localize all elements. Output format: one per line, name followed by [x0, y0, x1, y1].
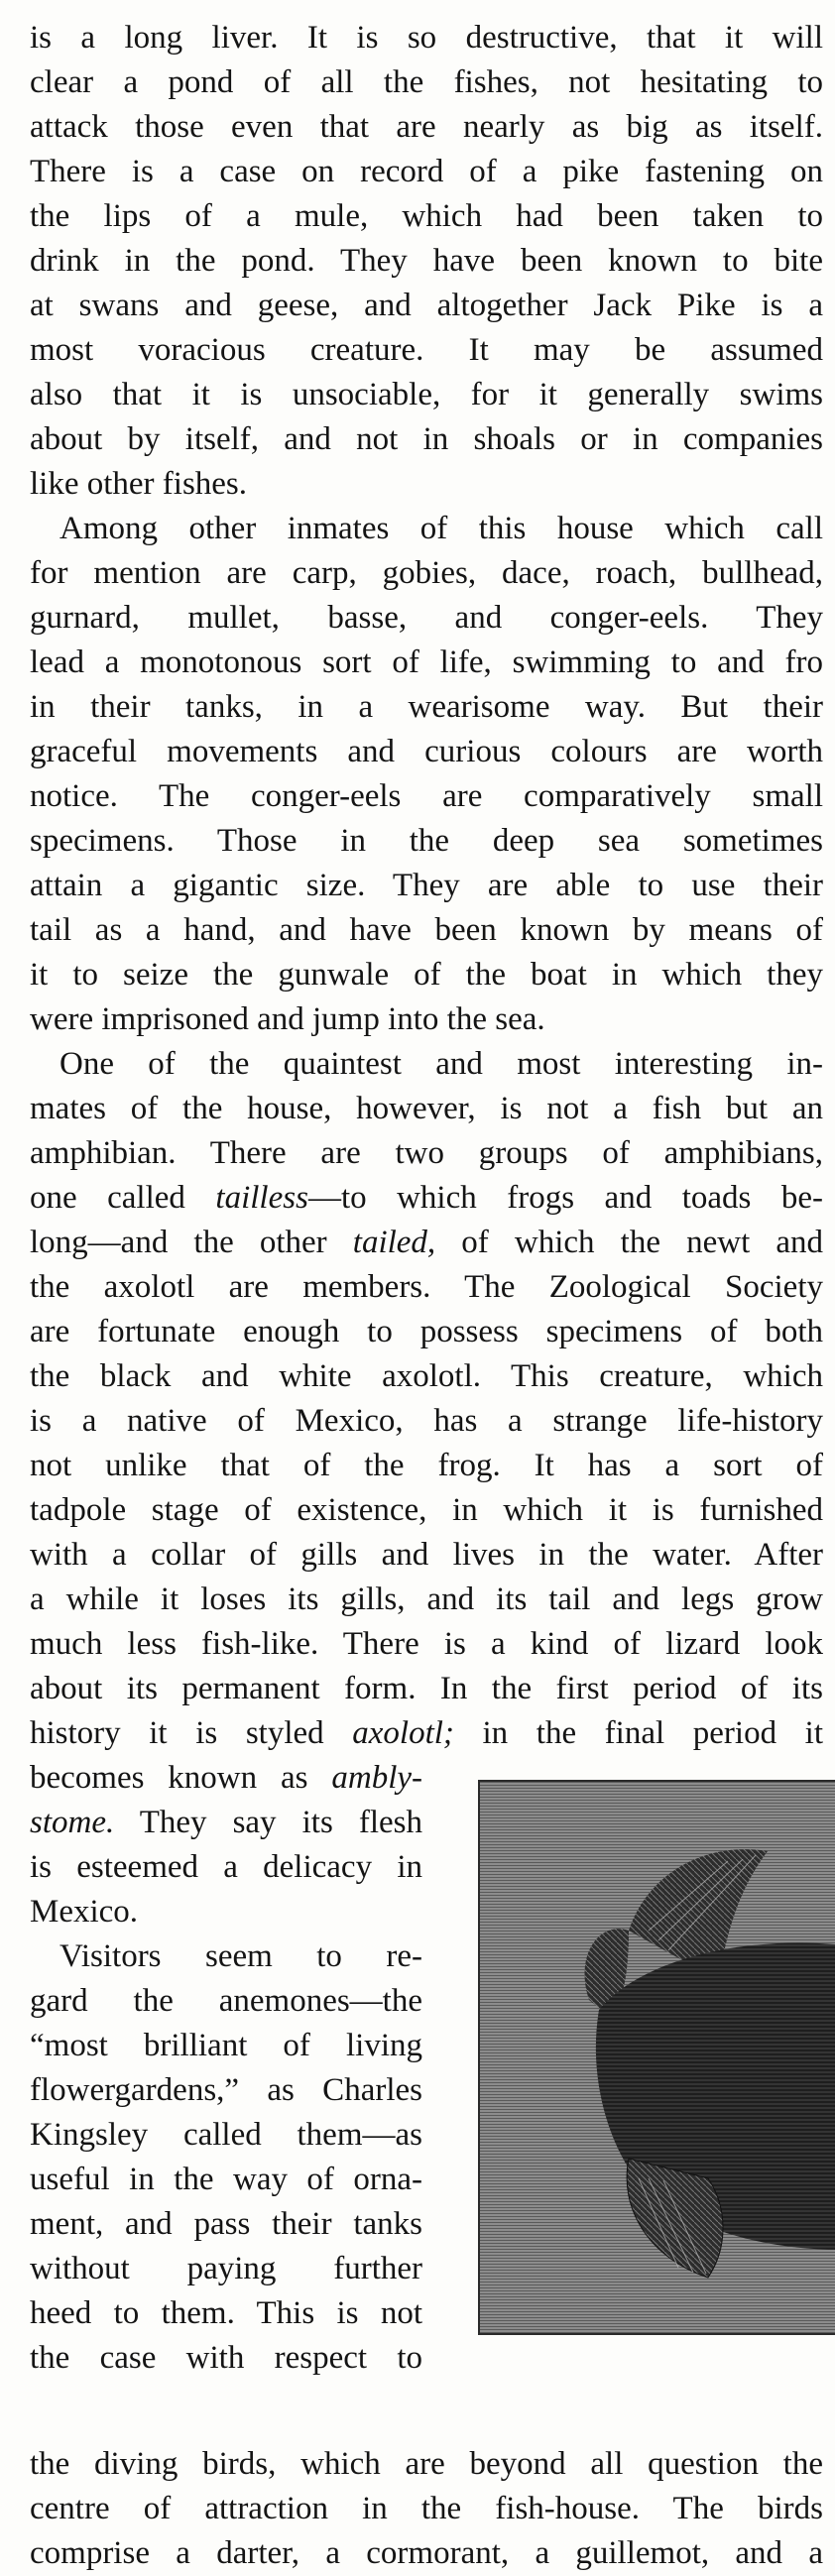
text-line: mates of the house, however, is not a fish but an	[30, 1091, 823, 1126]
text-line	[30, 1756, 422, 1801]
text-line: a while it loses its gills, and its tail and legs grow	[30, 1581, 823, 1617]
text-line: much less fish-like. There is a kind of lizard look	[30, 1626, 823, 1662]
text-line: notice. The conger-eels are comparatively small	[30, 778, 823, 814]
text-line	[30, 1711, 823, 1756]
text-line: most voracious creature. It may be assumed	[30, 332, 823, 368]
text-line	[30, 1221, 823, 1265]
book-page	[30, 16, 823, 2576]
italic-term: tailless	[215, 1180, 308, 1216]
text-line: the axolotl are members. The Zoological Society	[30, 1269, 823, 1305]
text-line: in their tanks, in a wearisome way. But their	[30, 689, 823, 725]
text-run: —to which frogs and toads be-	[307, 1180, 823, 1216]
text-line: tail as a hand, and have been known by means of	[30, 912, 823, 948]
text-line: the case with respect to	[30, 2340, 422, 2376]
fish-engraving-icon	[480, 1782, 835, 2333]
text-run: becomes known as	[30, 1760, 332, 1796]
text-line: useful in the way of orna-	[30, 2162, 422, 2197]
text-line: attack those even that are nearly as big as itself.	[30, 109, 823, 145]
text-line: the diving birds, which are beyond all question the	[30, 2446, 823, 2482]
text-line: not unlike that of the frog. It has a sort of	[30, 1448, 823, 1483]
text-line: attain a gigantic size. They are able to use their	[30, 868, 823, 903]
text-line: Kingsley called them—as	[30, 2117, 422, 2153]
text-line: Mexico.	[30, 1894, 139, 1930]
text-line: Visitors seem to re-	[60, 1938, 422, 1974]
italic-term: tailed,	[352, 1225, 436, 1260]
text-line	[30, 1176, 823, 1221]
text-line: centre of attraction in the fish-house. The birds	[30, 2491, 823, 2526]
text-run: one called	[30, 1180, 216, 1216]
fish-illustration	[478, 1780, 835, 2335]
text-line: flowergardens,” as Charles	[30, 2072, 422, 2108]
paragraph-pike	[30, 16, 823, 507]
text-line: is a long liver. It is so destructive, that it will	[30, 20, 823, 56]
paragraph-diving-birds	[30, 2442, 823, 2576]
text-line: without paying further	[30, 2251, 422, 2286]
text-line: amphibian. There are two groups of amphibians,	[30, 1135, 823, 1171]
text-run: They say its flesh	[114, 1805, 422, 1840]
narrow-column	[30, 1756, 422, 2381]
text-line: One of the quaintest and most interesting in-	[60, 1046, 823, 1082]
text-line: drink in the pond. They have been known to bite	[30, 243, 823, 279]
text-line: were imprisoned and jump into the sea.	[30, 1001, 545, 1037]
text-line: about by itself, and not in shoals or in companies	[30, 421, 823, 457]
text-line: like other fishes.	[30, 466, 248, 502]
text-line: about its permanent form. In the first period of its	[30, 1671, 823, 1706]
text-line: Among other inmates of this house which call	[60, 511, 823, 546]
paragraph-inmates	[30, 507, 823, 1042]
text-line: There is a case on record of a pike fastening on	[30, 154, 823, 189]
italic-term: ambly-	[331, 1760, 422, 1796]
text-line: tadpole stage of existence, in which it is furnished	[30, 1492, 823, 1528]
text-line: is esteemed a delicacy in	[30, 1849, 422, 1885]
text-line: ment, and pass their tanks	[30, 2206, 422, 2242]
italic-term: axolotl;	[352, 1715, 454, 1751]
text-line: the black and white axolotl. This creature, which	[30, 1358, 823, 1394]
text-line: graceful movements and curious colours are worth	[30, 734, 823, 769]
text-line: “most brilliant of living	[30, 2028, 422, 2063]
text-line: it to seize the gunwale of the boat in which they	[30, 957, 823, 993]
text-line: lead a monotonous sort of life, swimming to and fro	[30, 644, 823, 680]
text-run: long—and the other	[30, 1225, 353, 1260]
text-run: in the final period it	[453, 1715, 823, 1751]
text-line: also that it is unsociable, for it generally swims	[30, 377, 823, 412]
text-line: are fortunate enough to possess specimens of both	[30, 1314, 823, 1349]
text-line: heed to them. This is not	[30, 2295, 422, 2331]
text-line: comprise a darter, a cormorant, a guillemot, and a	[30, 2535, 823, 2571]
text-line: clear a pond of all the fishes, not hesitating to	[30, 64, 823, 100]
text-line: specimens. Those in the deep sea sometimes	[30, 823, 823, 859]
text-line: is a native of Mexico, has a strange life-history	[30, 1403, 823, 1439]
text-line	[30, 1801, 422, 1845]
paragraph-axolotl	[30, 1042, 823, 1756]
text-line: gurnard, mullet, basse, and conger-eels. They	[30, 600, 823, 636]
text-run: of which the newt and	[435, 1225, 823, 1260]
text-run: history it is styled	[30, 1715, 353, 1751]
text-line: for mention are carp, gobies, dace, roach, bullhead,	[30, 555, 823, 591]
text-line: the lips of a mule, which had been taken to	[30, 198, 823, 234]
text-line: at swans and geese, and altogether Jack Pike is a	[30, 288, 823, 323]
italic-term: stome.	[30, 1805, 115, 1840]
text-with-illustration	[30, 1756, 823, 2442]
text-line: gard the anemones—the	[30, 1983, 422, 2019]
text-line: with a collar of gills and lives in the water. After	[30, 1537, 823, 1573]
